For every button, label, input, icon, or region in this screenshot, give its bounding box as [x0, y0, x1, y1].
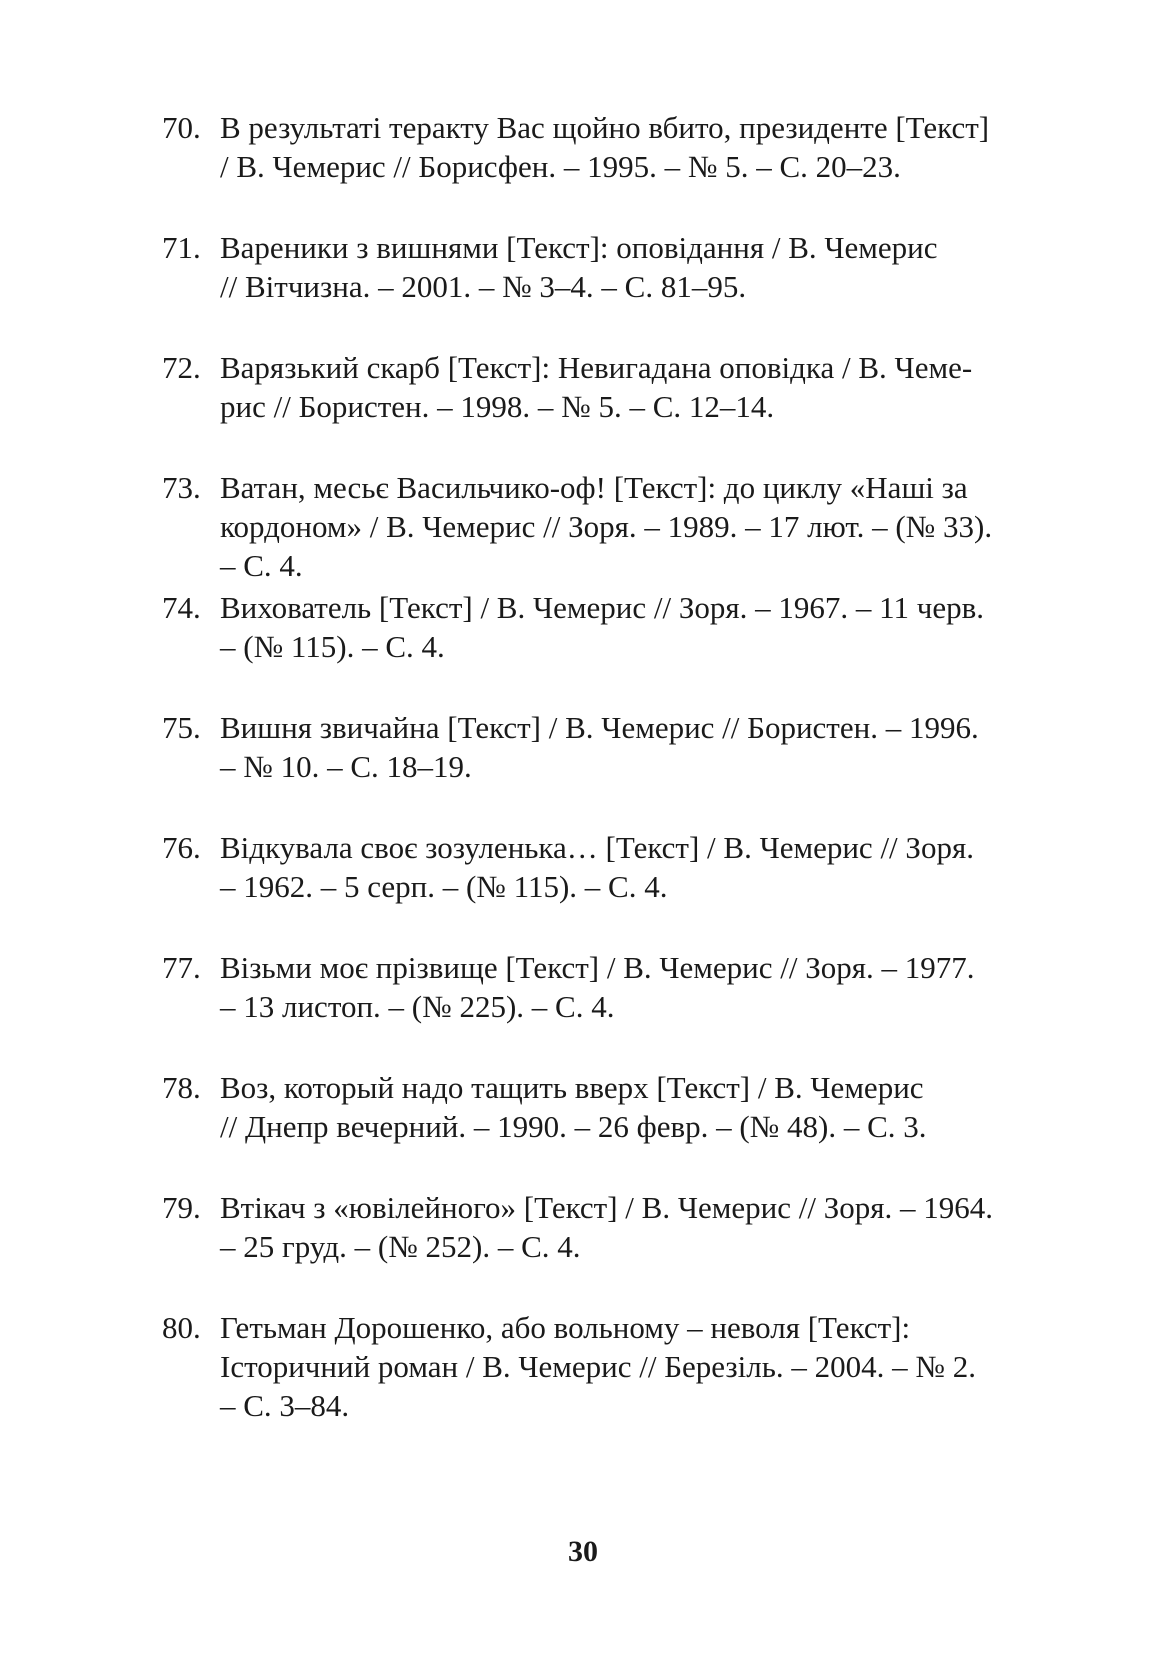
entry-number: 70. — [162, 110, 201, 145]
list-item — [162, 1188, 1040, 1308]
entry-line: В результаті теракту Вас щойно вбито, президенте [Текст] — [220, 110, 990, 145]
entry-text — [220, 348, 1040, 426]
list-item — [162, 708, 1040, 828]
entry-text — [220, 1188, 1040, 1266]
entry-text — [220, 708, 1040, 786]
entry-line: Варязький скарб [Текст]: Невигадана оповідка / В. Чеме- — [220, 350, 973, 385]
entry-line: Відкувала своє зозуленька… [Текст] / В. Чемерис // Зоря. — [220, 830, 974, 865]
entry-text — [220, 828, 1040, 906]
entry-line: Втікач з «ювілейного» [Текст] / В. Чемерис // Зоря. – 1964. — [220, 1190, 993, 1225]
list-item — [162, 468, 1040, 588]
entry-line: / В. Чемерис // Борисфен. – 1995. – № 5. – С. 20–23. — [220, 149, 901, 184]
entry-text — [220, 948, 1040, 1026]
entry-line: Вареники з вишнями [Текст]: оповідання / В. Чемерис — [220, 230, 938, 265]
entry-line: Воз, который надо тащить вверх [Текст] / В. Чемерис — [220, 1070, 924, 1105]
list-item — [162, 1068, 1040, 1188]
list-item — [162, 1308, 1040, 1428]
entry-line: Вихователь [Текст] / В. Чемерис // Зоря. – 1967. – 11 черв. — [220, 590, 984, 625]
entry-line: – С. 4. — [220, 548, 303, 583]
entry-line: – (№ 115). – С. 4. — [220, 629, 445, 664]
entry-line: // Днепр вечерний. – 1990. – 26 февр. – (№ 48). – С. 3. — [220, 1109, 927, 1144]
entry-number: 78. — [162, 1070, 201, 1105]
list-item — [162, 348, 1040, 468]
entry-text — [220, 588, 1040, 666]
entry-number: 72. — [162, 350, 201, 385]
entry-text — [220, 1068, 1040, 1146]
entry-number: 77. — [162, 950, 201, 985]
entry-line: – 25 груд. – (№ 252). – С. 4. — [220, 1229, 581, 1264]
entry-line: Вишня звичайна [Текст] / В. Чемерис // Бористен. – 1996. — [220, 710, 979, 745]
entry-line: кордоном» / В. Чемерис // Зоря. – 1989. – 17 лют. – (№ 33). — [220, 509, 993, 544]
entry-text — [220, 228, 1040, 306]
entry-line: – 1962. – 5 серп. – (№ 115). – С. 4. — [220, 869, 668, 904]
bibliography-list — [162, 108, 1040, 1428]
entry-line: Ватан, месьє Васильчико-оф! [Текст]: до циклу «Наші за — [220, 470, 968, 505]
entry-number: 79. — [162, 1190, 201, 1225]
entry-number: 74. — [162, 590, 201, 625]
list-item — [162, 948, 1040, 1068]
list-item — [162, 228, 1040, 348]
entry-line: // Вітчизна. – 2001. – № 3–4. – С. 81–95. — [220, 269, 747, 304]
entry-number: 80. — [162, 1310, 201, 1345]
entry-text — [220, 468, 1040, 585]
entry-number: 73. — [162, 470, 201, 505]
entry-line: – С. 3–84. — [220, 1388, 350, 1423]
entry-line: Візьми моє прізвище [Текст] / В. Чемерис // Зоря. – 1977. — [220, 950, 975, 985]
entry-number: 76. — [162, 830, 201, 865]
list-item — [162, 108, 1040, 228]
entry-line: рис // Бористен. – 1998. – № 5. – С. 12–14. — [220, 389, 775, 424]
entry-text — [220, 1308, 1040, 1425]
list-item — [162, 828, 1040, 948]
entry-text — [220, 108, 1040, 186]
entry-line: – 13 листоп. – (№ 225). – С. 4. — [220, 989, 615, 1024]
entry-line: Гетьман Дорошенко, або вольному – неволя [Текст]: — [220, 1310, 911, 1345]
list-item — [162, 588, 1040, 708]
entry-number: 75. — [162, 710, 201, 745]
page-number: 30 — [568, 1535, 598, 1568]
entry-line: – № 10. – С. 18–19. — [220, 749, 472, 784]
entry-line: Історичний роман / В. Чемерис // Березіль. – 2004. – № 2. — [220, 1349, 976, 1384]
entry-number: 71. — [162, 230, 201, 265]
